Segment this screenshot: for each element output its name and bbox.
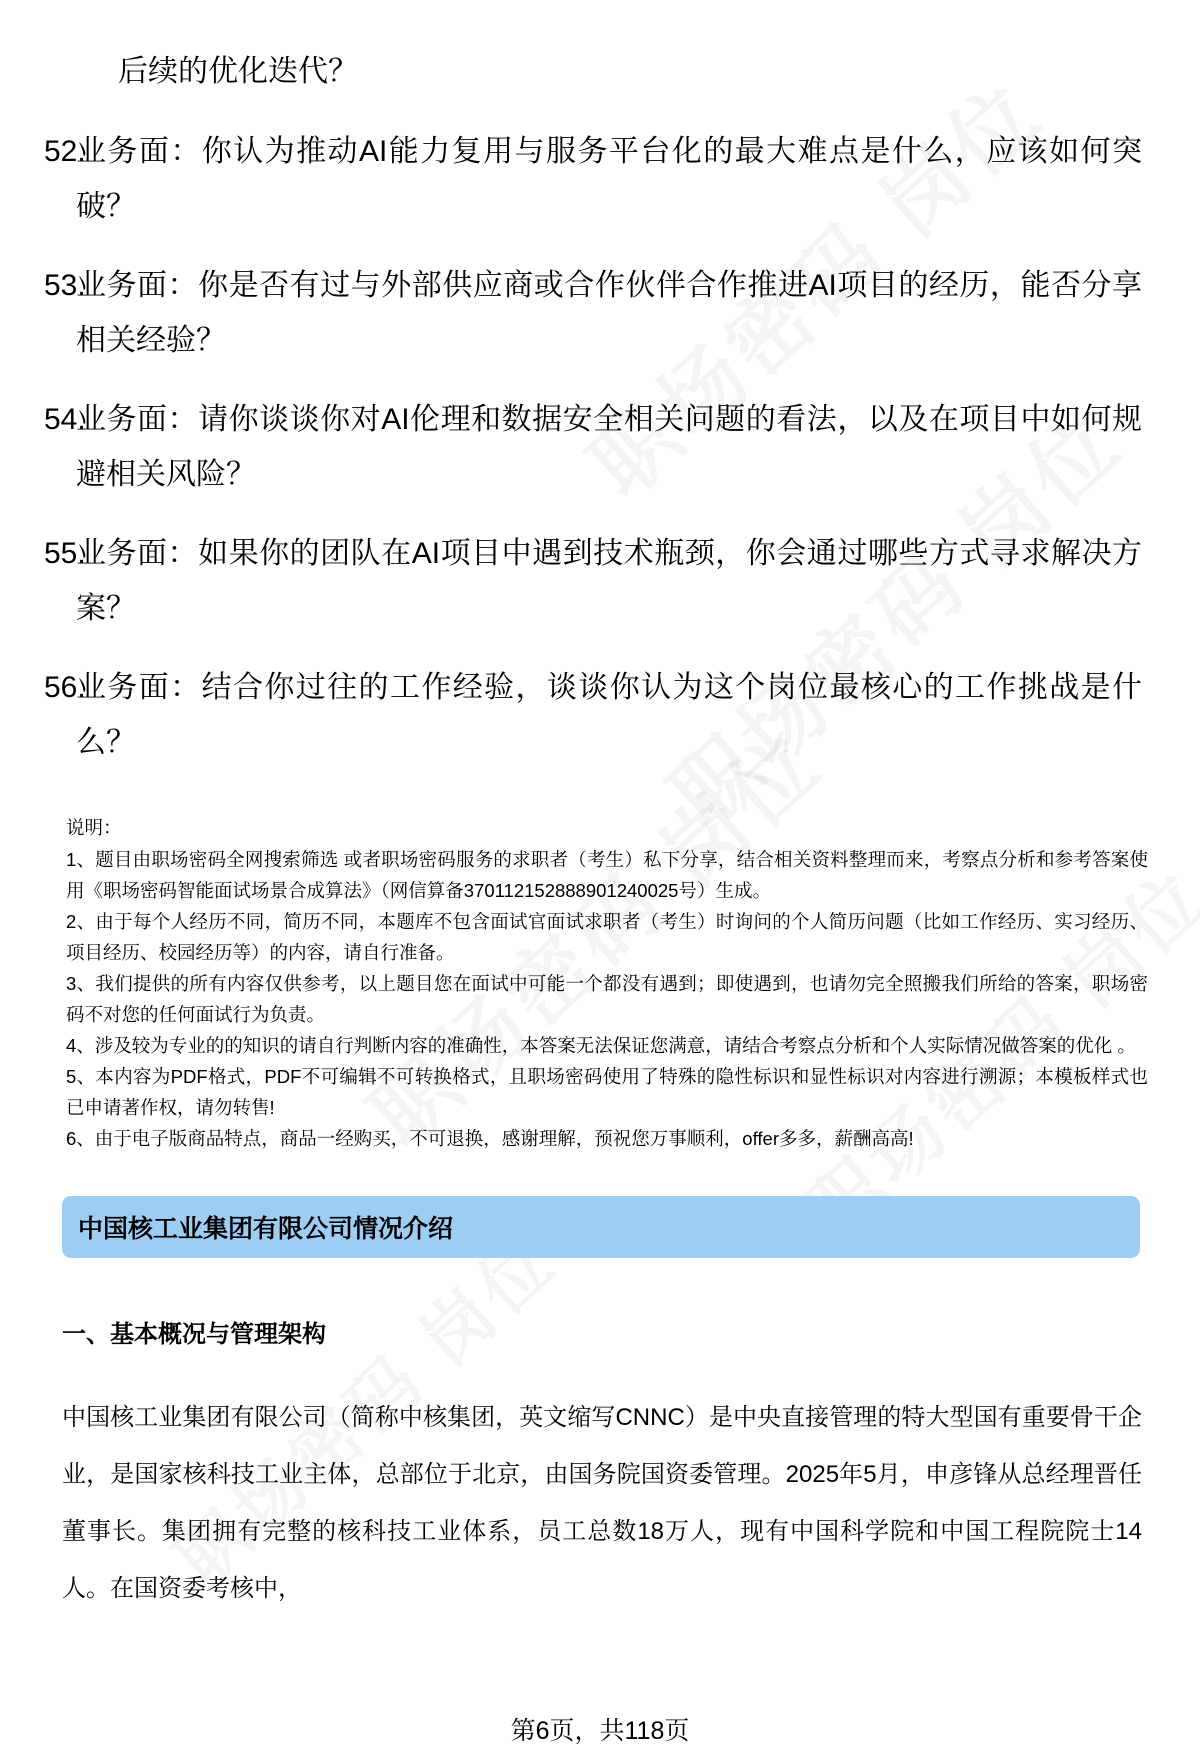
question-item xyxy=(0,392,1200,502)
question-text: 业务面：你是否有过与外部供应商或合作伙伴合作推进AI项目的经历，能否分享相关经验？ xyxy=(76,269,1142,357)
question-number: 53. xyxy=(44,269,86,302)
question-number: 52. xyxy=(44,135,86,168)
note-line: 1、题目由职场密码全网搜索筛选 或者职场密码服务的求职者（考生）私下分享，结合相关资料整理而来，考察点分析和参考答案使用《职场密码智能面试场景合成算法》（网信算备370112152888901240025号）生成。 xyxy=(66,849,1148,901)
question-text: 业务面：如果你的团队在AI项目中遇到技术瓶颈，你会通过哪些方式寻求解决方案？ xyxy=(76,537,1142,625)
question-number: 54. xyxy=(44,403,86,436)
company-intro-section xyxy=(0,1314,1200,1617)
notes-title: 说明： xyxy=(66,817,122,838)
question-item xyxy=(0,258,1200,368)
section-paragraph: 中国核工业集团有限公司（简称中核集团，英文缩写CNNC）是中央直接管理的特大型国有重要骨干企业，是国家核科技工业主体，总部位于北京，由国务院国资委管理。2025年5月，申彦锋从总经理晋任董事长。集团拥有完整的核科技工业体系，员工总数18万人，现有中国科学院和中国工程院院士14人。在国资委考核中， xyxy=(62,1404,1142,1602)
notes-block xyxy=(0,812,1200,1154)
banner-title: 中国核工业集团有限公司情况介绍 xyxy=(78,1215,454,1243)
question-item xyxy=(0,526,1200,636)
note-line: 3、我们提供的所有内容仅供参考，以上题目您在面试中可能一个都没有遇到；即使遇到，也请勿完全照搬我们所给的答案，职场密码不对您的任何面试行为负责。 xyxy=(66,973,1148,1025)
question-item xyxy=(0,660,1200,770)
note-line: 2、由于每个人经历不同，简历不同，本题库不包含面试官面试求职者（考生）时询问的个人简历问题（比如工作经历、实习经历、项目经历、校园经历等）的内容，请自行准备。 xyxy=(66,911,1148,963)
note-line: 4、涉及较为专业的的知识的请自行判断内容的准确性，本答案无法保证您满意，请结合考察点分析和个人实际情况做答案的优化 。 xyxy=(66,1035,1136,1056)
page-footer: 第6页，共118页 xyxy=(510,1717,690,1745)
note-line: 6、由于电子版商品特点，商品一经购买，不可退换，感谢理解，预祝您万事顺利，offer多多，薪酬高高! xyxy=(66,1128,914,1149)
section-heading: 一、基本概况与管理架构 xyxy=(62,1321,326,1348)
question-number: 56. xyxy=(44,671,86,704)
company-intro-banner xyxy=(62,1196,1140,1258)
note-line: 5、本内容为PDF格式，PDF不可编辑不可转换格式，且职场密码使用了特殊的隐性标识和显性标识对内容进行溯源；本模板样式也已申请著作权，请勿转售! xyxy=(66,1066,1148,1118)
question-continued-line: 后续的优化迭代？ xyxy=(118,55,358,88)
question-text: 业务面：你认为推动AI能力复用与服务平台化的最大难点是什么，应该如何突破？ xyxy=(76,135,1142,223)
question-list xyxy=(0,124,1200,770)
question-text: 业务面：结合你过往的工作经验，谈谈你认为这个岗位最核心的工作挑战是什么？ xyxy=(76,671,1142,759)
question-number: 55. xyxy=(44,537,86,570)
question-text: 业务面：请你谈谈你对AI伦理和数据安全相关问题的看法，以及在项目中如何规避相关风险？ xyxy=(76,403,1142,491)
question-item xyxy=(0,124,1200,234)
